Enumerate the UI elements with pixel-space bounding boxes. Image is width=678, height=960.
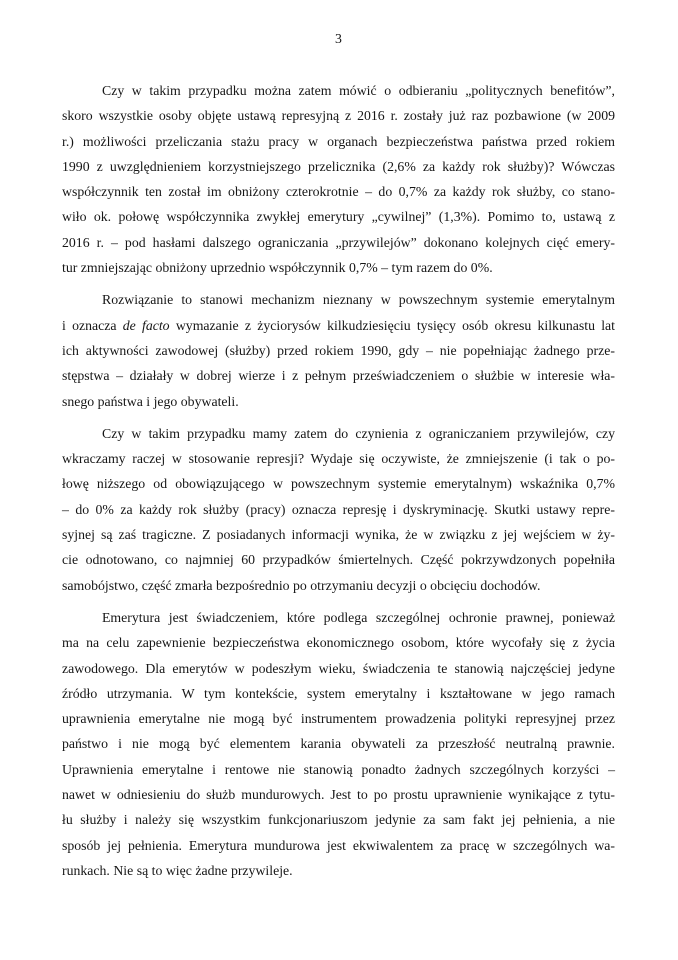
text-line: cie odnotowano, co najmniej 60 przypadków śmiertelnych. Część pokrzywdzonych popełniła	[62, 552, 615, 568]
text-line: sposób jej pełnienia. Emerytura mundurowa jest ekwiwalentem za pracę w szczególnych wa-	[62, 837, 615, 853]
text-line: nawet w odniesieniu do służb mundurowych. Jest to po prostu uprawnienie wynikające z tytu-	[62, 787, 615, 803]
text-line: r.) możliwości przeliczania stażu pracy w organach bezpieczeństwa państwa przed rokiem	[62, 133, 615, 149]
text-line: państwo i nie mogą być elementem karania obywateli za przeszłość neutralną prawnie.	[62, 736, 615, 752]
text-line: zawodowego. Dla emerytów w podeszłym wieku, świadczenia te stanowią najczęściej jedyne	[62, 660, 615, 676]
text-line: wiło ok. połowę współczynnika zwykłej emerytury „cywilnej” (1,3%). Pomimo to, ustawą z	[62, 209, 615, 225]
text-line: stępstwa – działały w dobrej wierze i z pełnym przeświadczeniem o służbie w interesie wła-	[62, 368, 615, 384]
text-line: – do 0% za każdy rok służby (pracy) oznacza represję i dyskryminację. Skutki ustawy repre-	[62, 501, 615, 517]
text-line: ich aktywności zawodowej (służby) przed rokiem 1990, gdy – nie popełniając żadnego prze-	[62, 342, 615, 358]
text-line: tur zmniejszając obniżony uprzednio współczynnik 0,7% – tym razem do 0%.	[62, 260, 493, 276]
text-line: Rozwiązanie to stanowi mechanizm nieznany w powszechnym systemie emerytalnym	[102, 292, 615, 308]
page-number: 3	[335, 31, 342, 46]
text-segment: i oznacza	[62, 317, 123, 333]
paragraph	[62, 287, 615, 413]
text-line: wkraczamy raczej w stosowanie represji? Wydaje się oczywiste, że zmniejszenie (i tak o po-	[62, 451, 615, 467]
text-line: snego państwa i jego obywateli.	[62, 393, 239, 409]
text-line: runkach. Nie są to więc żadne przywileje.	[62, 862, 293, 878]
text-line: źródło utrzymania. W tym kontekście, system emerytalny i kształtowane w jego ramach	[62, 685, 615, 701]
paragraph	[62, 421, 615, 598]
text-line: skoro wszystkie osoby objęte ustawą represyjną z 2016 r. zostały już raz pozbawione (w 2009	[62, 108, 615, 124]
text-line: 2016 r. – pod hasłami dalszego ograniczania „przywilejów” dokonano kolejnych cięć emery-	[62, 234, 615, 250]
text-segment: wymazanie z życiorysów kilkudziesięciu tysięcy osób okresu kilkunastu lat	[169, 317, 615, 333]
text-line: syjnej są zaś tragiczne. Z posiadanych informacji wynika, że w związku z jej wejściem w ży-	[62, 527, 615, 543]
text-line: 1990 z uwzględnieniem korzystniejszego przelicznika (2,6% za każdy rok służby)? Wówczas	[62, 158, 615, 174]
text-line: Uprawnienia emerytalne i rentowe nie stanowią ponadto żadnych szczególnych korzyści –	[62, 761, 615, 777]
text-line: uprawnienia emerytalne nie mogą być instrumentem prowadzenia polityki represyjnej przez	[62, 711, 615, 727]
text-line: łu służby i należy się wszystkim funkcjonariuszom jedynie za sam fakt jej pełnienia, a nie	[62, 812, 615, 828]
text-line: Czy w takim przypadku można zatem mówić o odbieraniu „politycznych benefitów”,	[102, 83, 615, 98]
text-line: Emerytura jest świadczeniem, które podlega szczególnej ochronie prawnej, ponieważ	[102, 609, 615, 625]
text-line: łowę niższego od obowiązującego w powszechnym systemie emerytalnym) wskaźnika 0,7%	[62, 476, 615, 492]
paragraph	[62, 78, 615, 280]
text-line: samobójstwo, część zmarła bezpośrednio po otrzymaniu decyzji o obcięciu dochodów.	[62, 577, 541, 593]
italic-text: de facto	[122, 317, 170, 333]
text-line: Czy w takim przypadku mamy zatem do czynienia z ograniczaniem przywilejów, czy	[102, 425, 615, 441]
text-line	[62, 313, 615, 338]
paragraph	[62, 605, 615, 883]
text-line: współczynnik ten został im obniżony czterokrotnie – do 0,7% za każdy rok służby, co stano-	[62, 184, 615, 200]
document-body	[62, 78, 615, 883]
text-line: ma na celu zapewnienie bezpieczeństwa ekonomicznego osobom, które wycofały się z życia	[62, 635, 615, 651]
